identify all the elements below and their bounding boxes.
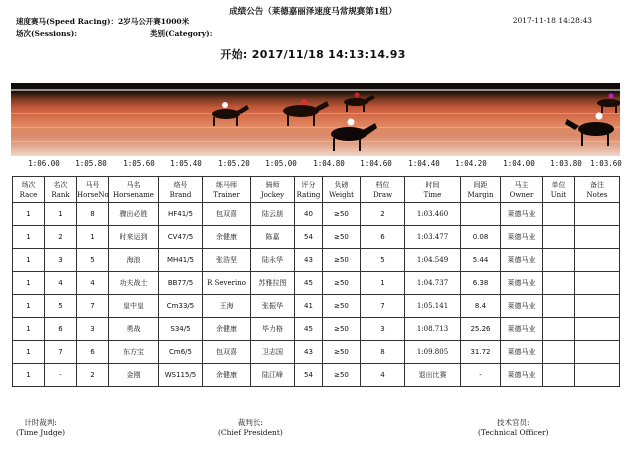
horse-icon xyxy=(331,123,377,151)
table-cell: CV47/5 xyxy=(159,226,203,249)
column-header xyxy=(13,177,45,203)
column-header-cn: 马主 xyxy=(514,180,529,189)
table-cell: 金刚 xyxy=(109,364,159,387)
table-cell: ≥50 xyxy=(323,203,361,226)
photo-finish-image xyxy=(11,83,620,156)
column-header-en: Unit xyxy=(550,190,567,199)
column-header xyxy=(203,177,251,203)
jockey-icon xyxy=(222,102,228,108)
table-cell: 皇中皇 xyxy=(109,295,159,318)
table-cell: 5 xyxy=(361,249,405,272)
column-header-cn: 马名 xyxy=(126,180,141,189)
column-header-en: Rank xyxy=(51,190,70,199)
table-cell: 勇战 xyxy=(109,318,159,341)
column-header-cn: 名次 xyxy=(53,180,68,189)
table-cell: 1 xyxy=(13,364,45,387)
time-tick: 1:05.80 xyxy=(75,159,107,168)
table-cell: 1 xyxy=(13,226,45,249)
time-tick: 1:04.40 xyxy=(408,159,440,168)
table-cell: 张浩坚 xyxy=(203,249,251,272)
time-tick: 1:04.00 xyxy=(503,159,535,168)
table-cell: 8 xyxy=(77,203,109,226)
table-cell: - xyxy=(45,364,77,387)
table-row xyxy=(13,272,620,295)
table-body xyxy=(13,203,620,387)
column-header-en: Time xyxy=(423,190,442,199)
table-cell: 陆江峰 xyxy=(251,364,295,387)
results-table xyxy=(12,176,620,387)
technical-officer-signature xyxy=(478,418,549,438)
table-cell: 8.4 xyxy=(461,295,501,318)
table-cell: 0.08 xyxy=(461,226,501,249)
column-header-cn: 备注 xyxy=(590,180,604,189)
table-cell: 东方宝 xyxy=(109,341,159,364)
time-judge-label-cn: 计时裁判: xyxy=(24,418,57,427)
table-cell: 海浪 xyxy=(109,249,159,272)
table-cell: 莱德马业 xyxy=(501,295,543,318)
table-cell: 1 xyxy=(45,203,77,226)
table-cell: 1 xyxy=(13,295,45,318)
column-header xyxy=(575,177,620,203)
table-cell: 41 xyxy=(295,295,323,318)
horse-icon xyxy=(283,101,329,126)
column-header-cn: 间距 xyxy=(473,180,488,189)
table-cell xyxy=(575,364,620,387)
horse-icon xyxy=(565,119,614,146)
table-cell xyxy=(575,203,620,226)
table-cell: 1 xyxy=(13,341,45,364)
sessions-label: 场次(Sessions): xyxy=(16,29,78,38)
table-cell: 1:05.141 xyxy=(405,295,461,318)
time-tick: 1:06.00 xyxy=(28,159,60,168)
table-cell: 7 xyxy=(45,341,77,364)
column-header xyxy=(251,177,295,203)
table-cell: 1:03.460 xyxy=(405,203,461,226)
table-cell: 5 xyxy=(45,295,77,318)
table-cell: 余健康 xyxy=(203,364,251,387)
time-tick: 1:05.40 xyxy=(170,159,202,168)
jockey-icon xyxy=(301,99,307,105)
table-cell: 31.72 xyxy=(461,341,501,364)
table-cell: 5.44 xyxy=(461,249,501,272)
table-cell: 陆云朋 xyxy=(251,203,295,226)
table-row xyxy=(13,203,620,226)
column-header-cn: 马号 xyxy=(85,180,100,189)
time-axis xyxy=(11,156,620,174)
table-cell: 7 xyxy=(77,295,109,318)
report-datetime: 2017-11-18 14:28:43 xyxy=(512,16,592,25)
table-cell: 45 xyxy=(295,318,323,341)
column-header-en: Horsename xyxy=(113,190,154,199)
table-cell: 莱德马业 xyxy=(501,203,543,226)
table-cell: ≥50 xyxy=(323,272,361,295)
table-cell: 8 xyxy=(361,341,405,364)
table-cell: 余健康 xyxy=(203,318,251,341)
table-cell: 莱德马业 xyxy=(501,341,543,364)
table-cell: 退出比赛 xyxy=(405,364,461,387)
table-cell: WS115/5 xyxy=(159,364,203,387)
table-cell: S34/5 xyxy=(159,318,203,341)
table-cell: R Severino xyxy=(203,272,251,295)
column-header-cn: 烙号 xyxy=(173,180,188,189)
table-cell: Cm33/5 xyxy=(159,295,203,318)
table-header-row xyxy=(13,177,620,203)
table-cell: 时来运到 xyxy=(109,226,159,249)
chief-label-cn: 裁判长: xyxy=(237,418,263,427)
time-tick: 1:03.80 xyxy=(550,159,582,168)
table-cell: ≥50 xyxy=(323,341,361,364)
horses-silhouettes xyxy=(11,83,620,156)
table-cell: HF41/5 xyxy=(159,203,203,226)
table-cell: ≥50 xyxy=(323,295,361,318)
column-header xyxy=(405,177,461,203)
table-cell: 1 xyxy=(77,226,109,249)
table-row xyxy=(13,295,620,318)
jockey-icon xyxy=(355,93,360,98)
table-cell: 4 xyxy=(77,272,109,295)
column-header-cn: 场次 xyxy=(21,180,36,189)
table-cell xyxy=(543,203,575,226)
category-label: 类别(Category): xyxy=(150,29,213,38)
table-cell: 6 xyxy=(77,341,109,364)
chief-label-en: (Chief President) xyxy=(218,428,283,437)
horse-icon xyxy=(344,95,375,112)
table-cell: 功夫战士 xyxy=(109,272,159,295)
column-header-cn: 档位 xyxy=(375,180,390,189)
table-cell: 54 xyxy=(295,226,323,249)
table-cell: ≥50 xyxy=(323,226,361,249)
table-cell: 张振华 xyxy=(251,295,295,318)
horse-icon xyxy=(212,105,249,126)
column-header xyxy=(461,177,501,203)
column-header-cn: 评分 xyxy=(301,180,316,189)
table-cell: 1 xyxy=(13,272,45,295)
table-cell xyxy=(543,226,575,249)
column-header-en: Margin xyxy=(467,190,494,199)
table-cell xyxy=(575,226,620,249)
table-cell: ≥50 xyxy=(323,364,361,387)
table-cell xyxy=(575,341,620,364)
table-cell: 1 xyxy=(13,318,45,341)
table-row xyxy=(13,318,620,341)
column-header-en: Draw xyxy=(372,190,393,199)
table-cell: 卫志国 xyxy=(251,341,295,364)
column-header-cn: 单位 xyxy=(551,180,566,189)
table-cell: 25.26 xyxy=(461,318,501,341)
start-time: 开始: 2017/11/18 14:13:14.93 xyxy=(220,48,406,61)
table-cell xyxy=(543,341,575,364)
column-header xyxy=(361,177,405,203)
table-cell xyxy=(543,272,575,295)
table-cell: 莱德马业 xyxy=(501,318,543,341)
table-cell: 1:03.477 xyxy=(405,226,461,249)
table-cell: 3 xyxy=(77,318,109,341)
table-cell: 4 xyxy=(45,272,77,295)
column-header xyxy=(159,177,203,203)
jockey-icon xyxy=(348,119,355,126)
table-row xyxy=(13,364,620,387)
table-cell: 毕力格 xyxy=(251,318,295,341)
column-header-en: Weight xyxy=(329,190,354,199)
horse-icon xyxy=(597,99,620,113)
column-header xyxy=(295,177,323,203)
table-cell xyxy=(575,249,620,272)
time-tick: 1:05.00 xyxy=(265,159,297,168)
table-cell xyxy=(461,203,501,226)
column-header-cn: 负磅 xyxy=(334,180,349,189)
table-cell xyxy=(575,295,620,318)
column-header xyxy=(77,177,109,203)
table-row xyxy=(13,226,620,249)
table-cell: BB77/5 xyxy=(159,272,203,295)
jockey-icon xyxy=(596,113,603,120)
table-cell: 莱德马业 xyxy=(501,364,543,387)
table-cell: 包双喜 xyxy=(203,341,251,364)
table-cell: 40 xyxy=(295,203,323,226)
table-cell: ≥50 xyxy=(323,318,361,341)
race-type: 速度赛马(Speed Racing)：2岁马公开赛1000米 xyxy=(16,17,190,26)
table-cell: 1:09.805 xyxy=(405,341,461,364)
table-cell: 1:04.549 xyxy=(405,249,461,272)
table-cell xyxy=(575,272,620,295)
column-header-en: Brand xyxy=(169,190,192,199)
column-header-en: HorseNo xyxy=(77,190,109,199)
table-cell: MH41/5 xyxy=(159,249,203,272)
table-cell: 莱德马业 xyxy=(501,226,543,249)
column-header-en: Notes xyxy=(586,190,608,199)
table-cell xyxy=(575,318,620,341)
column-header-en: Rating xyxy=(296,190,321,199)
table-cell: 骤出必胜 xyxy=(109,203,159,226)
table-cell: 1 xyxy=(13,249,45,272)
table-cell: 3 xyxy=(361,318,405,341)
column-header xyxy=(323,177,361,203)
table-cell: 43 xyxy=(295,249,323,272)
table-cell: 余健康 xyxy=(203,226,251,249)
column-header-cn: 时间 xyxy=(425,180,440,189)
table-cell: 王海 xyxy=(203,295,251,318)
column-header xyxy=(543,177,575,203)
table-cell: 2 xyxy=(45,226,77,249)
table-cell: 莱德马业 xyxy=(501,272,543,295)
officer-label-en: (Technical Officer) xyxy=(478,428,549,437)
table-cell: 包双喜 xyxy=(203,203,251,226)
page-title: 成绩公告（莱德嘉丽泽速度马常规赛第1组） xyxy=(229,7,397,17)
table-cell: 陆永华 xyxy=(251,249,295,272)
table-cell: 2 xyxy=(77,364,109,387)
table-cell: 7 xyxy=(361,295,405,318)
table-cell: Cm6/5 xyxy=(159,341,203,364)
column-header-en: Jockey xyxy=(260,190,285,199)
time-tick: 1:03.60 xyxy=(590,159,622,168)
table-cell: 6 xyxy=(45,318,77,341)
table-cell: 1:04.737 xyxy=(405,272,461,295)
table-cell: 1 xyxy=(361,272,405,295)
jockey-icon xyxy=(609,94,614,99)
table-cell: 陈嘉 xyxy=(251,226,295,249)
table-cell: 1:08.713 xyxy=(405,318,461,341)
table-cell xyxy=(543,249,575,272)
column-header xyxy=(109,177,159,203)
time-tick: 1:04.20 xyxy=(455,159,487,168)
table-cell: 5 xyxy=(77,249,109,272)
table-cell: ≥50 xyxy=(323,249,361,272)
table-row xyxy=(13,341,620,364)
table-cell xyxy=(543,364,575,387)
column-header-cn: 骑师 xyxy=(265,180,280,189)
time-tick: 1:04.60 xyxy=(360,159,392,168)
table-cell: 苏雅拉图 xyxy=(251,272,295,295)
table-cell: 1 xyxy=(13,203,45,226)
table-cell: 43 xyxy=(295,341,323,364)
table-cell: 3 xyxy=(45,249,77,272)
time-tick: 1:04.80 xyxy=(313,159,345,168)
column-header-en: Race xyxy=(19,190,38,199)
column-header-en: Trainer xyxy=(213,190,240,199)
table-cell: - xyxy=(461,364,501,387)
table-cell: 54 xyxy=(295,364,323,387)
column-header xyxy=(45,177,77,203)
column-header-en: Owner xyxy=(509,190,534,199)
officer-label-cn: 技术官员: xyxy=(497,418,530,427)
table-cell: 2 xyxy=(361,203,405,226)
table-cell xyxy=(543,295,575,318)
table-cell: 莱德马业 xyxy=(501,249,543,272)
table-cell: 45 xyxy=(295,272,323,295)
column-header xyxy=(501,177,543,203)
table-row xyxy=(13,249,620,272)
chief-president-signature xyxy=(218,418,283,438)
time-judge-signature xyxy=(16,418,65,438)
table-cell: 6.38 xyxy=(461,272,501,295)
table-cell xyxy=(543,318,575,341)
table-cell: 4 xyxy=(361,364,405,387)
time-tick: 1:05.60 xyxy=(123,159,155,168)
table-cell: 6 xyxy=(361,226,405,249)
time-tick: 1:05.20 xyxy=(218,159,250,168)
time-judge-label-en: (Time Judge) xyxy=(16,428,66,437)
column-header-cn: 练马师 xyxy=(216,180,237,189)
